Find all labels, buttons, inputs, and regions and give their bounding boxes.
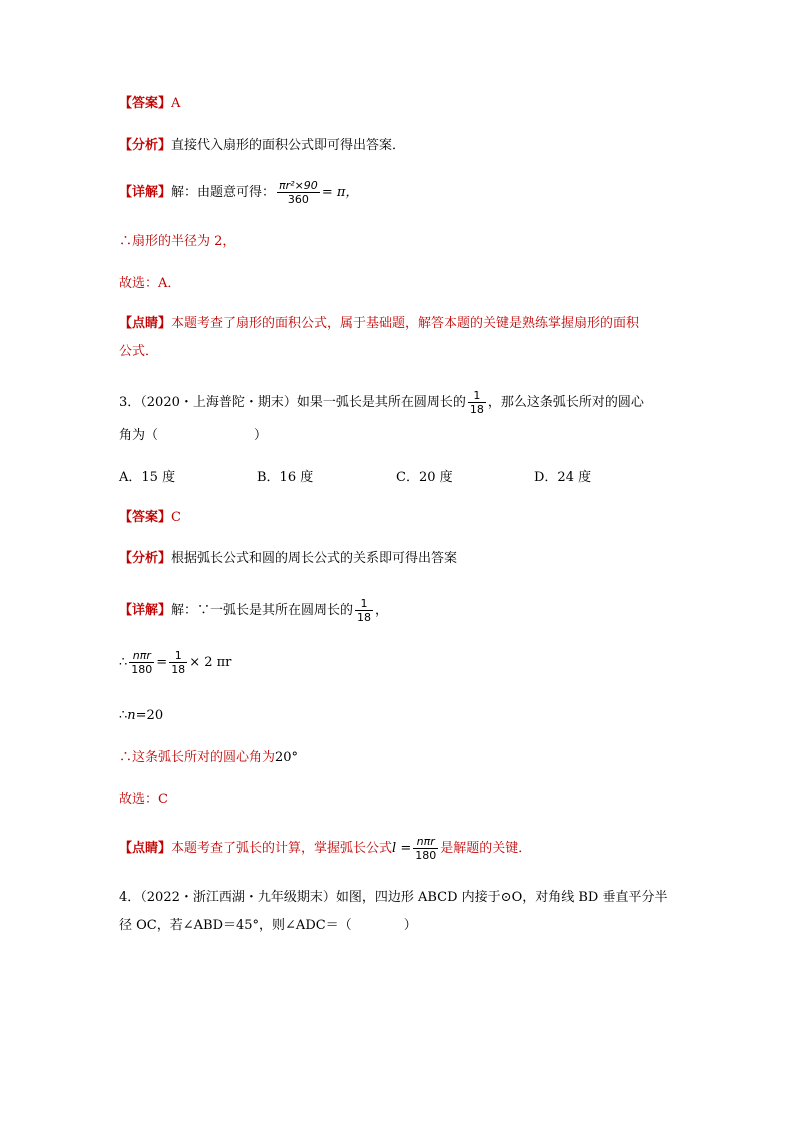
detail-label: 【详解】: [119, 185, 172, 200]
q3-choose-line: [119, 790, 168, 810]
q3-equation2-line: [119, 706, 163, 726]
comment-fraction: [413, 835, 438, 862]
q2-therefore-line: [119, 232, 235, 252]
q4-stem-line2-a: 径 OC，若∠ABD＝45°，则∠ADC＝（: [119, 918, 352, 933]
detail-fraction: [355, 597, 373, 624]
option-d: D．24 度: [534, 470, 592, 485]
q3-conclusion-line: [119, 748, 298, 768]
q3-answer-line: [119, 508, 181, 528]
q4-stem-line2-b: ）: [403, 918, 417, 933]
comment-formula-lhs: l =: [392, 841, 412, 856]
detail-text: 解：∵一弧长是其所在圆周长的: [171, 603, 354, 618]
comment-label: 【点睛】: [119, 841, 172, 856]
q3-stem-suffix: ，那么这条弧长所对的圆心: [487, 395, 644, 410]
q3-option-c: [396, 468, 453, 488]
answer-label: 【答案】: [119, 510, 172, 525]
fraction-numerator: nπr: [129, 649, 154, 663]
q3-detail-line: [119, 594, 388, 628]
answer-value: A: [171, 96, 181, 111]
comment-text: 本题考查了弧长的计算，掌握弧长公式: [171, 841, 393, 856]
fraction-numerator: 1: [169, 649, 187, 663]
analysis-label: 【分析】: [119, 551, 172, 566]
detail-tail: ，: [375, 603, 389, 618]
analysis-text: 直接代入扇形的面积公式即可得出答案．: [171, 138, 406, 153]
comment-label: 【点睛】: [119, 316, 172, 331]
fraction-denominator: 180: [131, 663, 153, 676]
comment-tail: 是解题的关键．: [440, 841, 532, 856]
q3-equation1-line: [119, 646, 231, 680]
q3-option-a: [119, 468, 175, 488]
q3-stem-line2: [119, 426, 267, 446]
comment-line1: 本题考查了扇形的面积公式，属于基础题，解答本题的关键是熟练掌握扇形的面积: [171, 316, 640, 331]
answer-label: 【答案】: [119, 96, 172, 111]
eq2-variable: n: [127, 708, 136, 723]
q4-stem-line1: [119, 888, 667, 908]
fraction-numerator: πr²×90: [279, 179, 318, 192]
detail-text: 解：由题意可得：: [171, 185, 276, 200]
comment-line2: 公式．: [119, 344, 159, 359]
fraction-denominator: 180: [415, 849, 437, 862]
fraction-numerator: 1: [468, 389, 486, 403]
q4-stem-line1-text: 4．（2022・浙江西湖・九年级期末）如图，四边形 ABCD 内接于⊙O，对角线 BD 垂直平分半: [119, 890, 668, 905]
q3-option-b: [257, 468, 313, 488]
q3-stem-line2-b: ）: [254, 428, 268, 443]
fraction-denominator: 18: [357, 611, 372, 624]
q3-stem-line1: [119, 386, 644, 420]
q2-comment-line2: [119, 342, 158, 362]
analysis-text: 根据弧长公式和圆的周长公式的关系即可得出答案: [171, 551, 458, 566]
option-b: B．16 度: [257, 470, 314, 485]
eq1-tail: × 2 πr: [189, 655, 232, 670]
q3-analysis-line: [119, 549, 457, 569]
q3-comment-line: [119, 832, 531, 866]
eq2-prefix: ∴: [119, 708, 128, 723]
detail-label: 【详解】: [119, 603, 172, 618]
q2-choose-line: [119, 274, 180, 294]
q2-answer-line: [119, 94, 180, 114]
q2-comment-line1: [119, 314, 639, 334]
conclusion-value: 20°: [275, 750, 299, 765]
answer-value: C: [171, 510, 181, 525]
q3-stem-prefix: 3．（2020・上海普陀・期末）如果一弧长是其所在圆周长的: [119, 395, 466, 410]
choose-text: 故选：C: [119, 792, 168, 807]
q3-option-d: [534, 468, 591, 488]
q2-detail-line: [119, 178, 358, 208]
fraction-numerator: 1: [355, 597, 373, 611]
choose-text: 故选：A．: [119, 276, 181, 291]
fraction-denominator: 18: [469, 403, 484, 416]
fraction-denominator: 360: [287, 193, 309, 206]
therefore-text: ∴扇形的半径为 2，: [119, 234, 236, 249]
eq1-fraction2: [169, 649, 187, 676]
q4-stem-line2: [119, 916, 417, 936]
eq1-prefix: ∴: [119, 655, 128, 670]
q3-stem-fraction: [468, 389, 486, 416]
analysis-label: 【分析】: [119, 138, 172, 153]
fraction-denominator: 18: [171, 663, 186, 676]
q3-stem-line2-a: 角为（: [119, 428, 159, 443]
area-fraction: [277, 179, 320, 206]
option-a: A．15 度: [119, 470, 176, 485]
eq1-fraction1: [129, 649, 154, 676]
q2-analysis-line: [119, 136, 405, 156]
eq2-tail: =20: [135, 708, 164, 723]
option-c: C．20 度: [396, 470, 453, 485]
detail-tail: = π，: [321, 185, 359, 200]
fraction-numerator: nπr: [413, 835, 438, 849]
eq1-mid: =: [156, 655, 168, 670]
conclusion-text: ∴这条弧长所对的圆心角为: [119, 750, 276, 765]
